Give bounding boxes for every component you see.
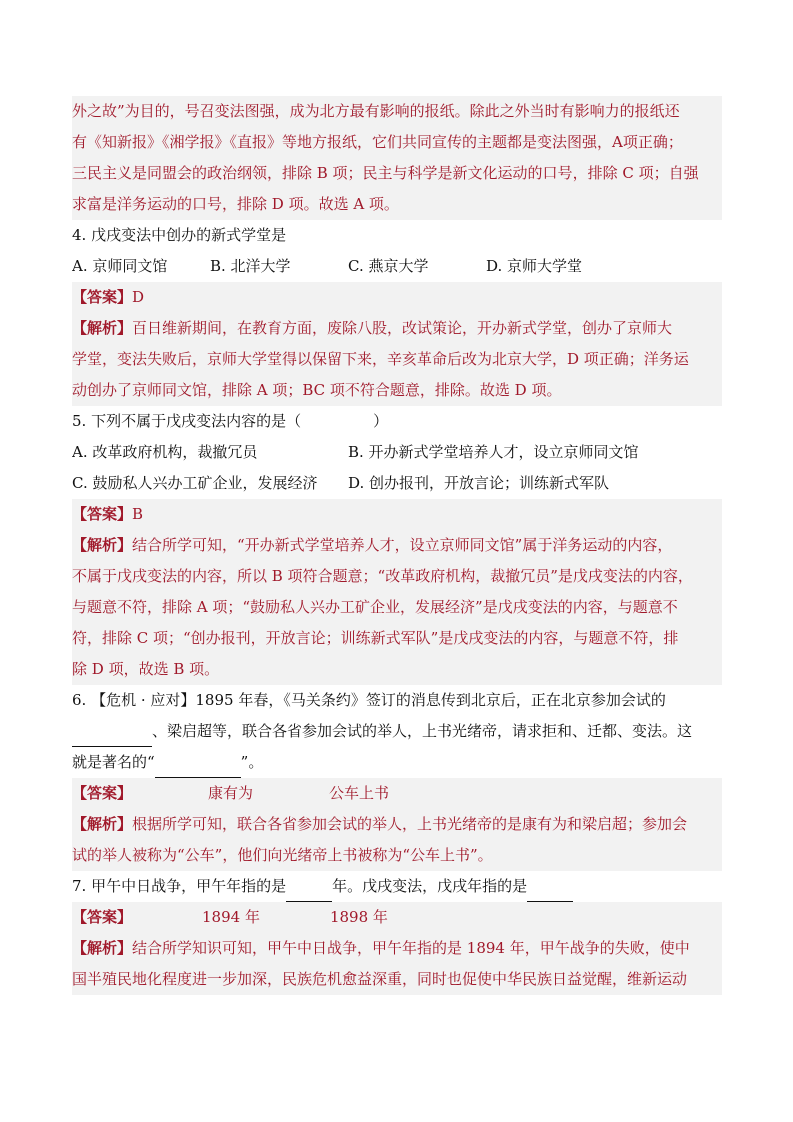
analysis-line: 求富是洋务运动的口号，排除 D 项。故选 A 项。: [72, 195, 399, 213]
analysis-line: 学堂，变法失败后，京师大学堂得以保留下来，辛亥革命后改为北京大学，D 项正确；洋务运: [72, 350, 689, 368]
analysis-line: 不属于戊戌变法的内容，所以 B 项符合题意；“改革政府机构，裁撤冗员”是戊戌变法的内容，: [72, 567, 693, 585]
fill-blank: [527, 881, 573, 902]
q5-options-row-2: [72, 468, 722, 499]
q5-stem: [72, 406, 722, 437]
analysis-line: 有《知新报》《湘学报》《直报》等地方报纸，它们共同宣传的主题都是变法图强，A项正确；: [72, 133, 683, 151]
analysis-line: 动创办了京师同文馆，排除 A 项；BC 项不符合题意，排除。故选 D 项。: [72, 381, 562, 399]
q7-answer-1: 1894 年: [202, 908, 260, 926]
q7-answer-block: [72, 902, 722, 995]
q6-answer-1: 康有为: [208, 784, 254, 802]
analysis-line: 三民主义是同盟会的政治纲领，排除 B 项；民主与科学是新文化运动的口号，排除 C 项；自强: [72, 164, 699, 182]
answer-label: 【答案】: [72, 288, 133, 306]
fill-blank: [155, 757, 241, 778]
q6-stem-text: ”。: [240, 753, 264, 771]
q4-option-c: C. 燕京大学: [348, 257, 429, 275]
q7-answer-2: 1898 年: [329, 908, 388, 926]
analysis-label: 【解析】: [72, 815, 133, 833]
answer-label: 【答案】: [72, 908, 133, 926]
answer-label: 【答案】: [72, 505, 133, 523]
q4-stem: 4. 戊戌变法中创办的新式学堂是: [72, 226, 287, 244]
q6-answer-2: 公车上书: [329, 784, 390, 802]
q3-analysis-block: [72, 96, 722, 220]
q7-stem-text: 7. 甲午中日战争，甲午年指的是: [72, 877, 287, 895]
q5-option-a: A. 改革政府机构，裁撤冗员: [72, 443, 258, 461]
fill-blank: [72, 726, 152, 747]
answer-label: 【答案】: [72, 784, 133, 802]
analysis-label: 【解析】: [72, 939, 133, 957]
analysis-line: 符，排除 C 项；“创办报刊，开放言论；训练新式军队”是戊戌变法的内容，与题意不符，排: [72, 629, 679, 647]
q4-option-b: B. 北洋大学: [210, 257, 291, 275]
analysis-line: 根据所学可知，联合各省参加会试的举人，上书光绪帝的是康有为和梁启超；参加会: [132, 815, 688, 833]
analysis-line: 除 D 项，故选 B 项。: [72, 660, 220, 678]
q6-stem-line-1: 6. 【危机 · 应对】1895 年春，《马关条约》签订的消息传到北京后，正在北京参加会试的: [72, 691, 666, 709]
q4-answer: D: [132, 288, 145, 306]
analysis-line: 结合所学知识可知，甲午中日战争，甲午年指的是 1894 年，甲午战争的失败，使中: [132, 939, 690, 957]
q7-stem: [72, 871, 722, 902]
q4-answer-block: [72, 282, 722, 406]
q6-stem-text: 就是著名的“: [72, 753, 155, 771]
q5-stem-text: 5. 下列不属于戊戌变法内容的是（: [72, 412, 302, 430]
analysis-line: 外之故”为目的，号召变法图强，成为北方最有影响的报纸。除此之外当时有影响力的报纸还: [72, 102, 680, 120]
q6-stem-line-3: [72, 747, 722, 778]
fill-blank: [286, 881, 332, 902]
analysis-line: 国半殖民地化程度进一步加深，民族危机愈益深重，同时也促使中华民族日益觉醒，维新运动: [72, 970, 688, 988]
q5-option-d: D. 创办报刊，开放言论；训练新式军队: [348, 474, 610, 492]
q4-options: [72, 251, 722, 282]
analysis-label: 【解析】: [72, 319, 133, 337]
analysis-label: 【解析】: [72, 536, 133, 554]
q5-answer-block: [72, 499, 722, 685]
q6-stem-text: 、梁启超等，联合各省参加会试的举人，上书光绪帝，请求拒和、迁都、变法。这: [152, 722, 693, 740]
document-page: [72, 96, 722, 995]
q4-option-d: D. 京师大学堂: [486, 257, 583, 275]
q5-options-row-1: [72, 437, 722, 468]
q5-stem-end: ）: [373, 412, 389, 430]
q5-answer: B: [132, 505, 144, 523]
q5-option-b: B. 开办新式学堂培养人才，设立京师同文馆: [348, 443, 639, 461]
q6-answer-block: [72, 778, 722, 871]
analysis-line: 与题意不符，排除 A 项；“鼓励私人兴办工矿企业，发展经济”是戊戌变法的内容，与题意不: [72, 598, 678, 616]
q4-option-a: A. 京师同文馆: [72, 257, 168, 275]
analysis-line: 百日维新期间，在教育方面，废除八股，改试策论，开办新式学堂，创办了京师大: [132, 319, 673, 337]
q6-stem-line-2: [72, 716, 722, 747]
analysis-line: 结合所学可知，“开办新式学堂培养人才，设立京师同文馆”属于洋务运动的内容，: [132, 536, 673, 554]
analysis-line: 试的举人被称为“公车”，他们向光绪帝上书被称为“公车上书”。: [72, 846, 493, 864]
q5-option-c: C. 鼓励私人兴办工矿企业，发展经济: [72, 474, 318, 492]
q7-stem-text: 年。戊戌变法，戊戌年指的是: [332, 877, 528, 895]
